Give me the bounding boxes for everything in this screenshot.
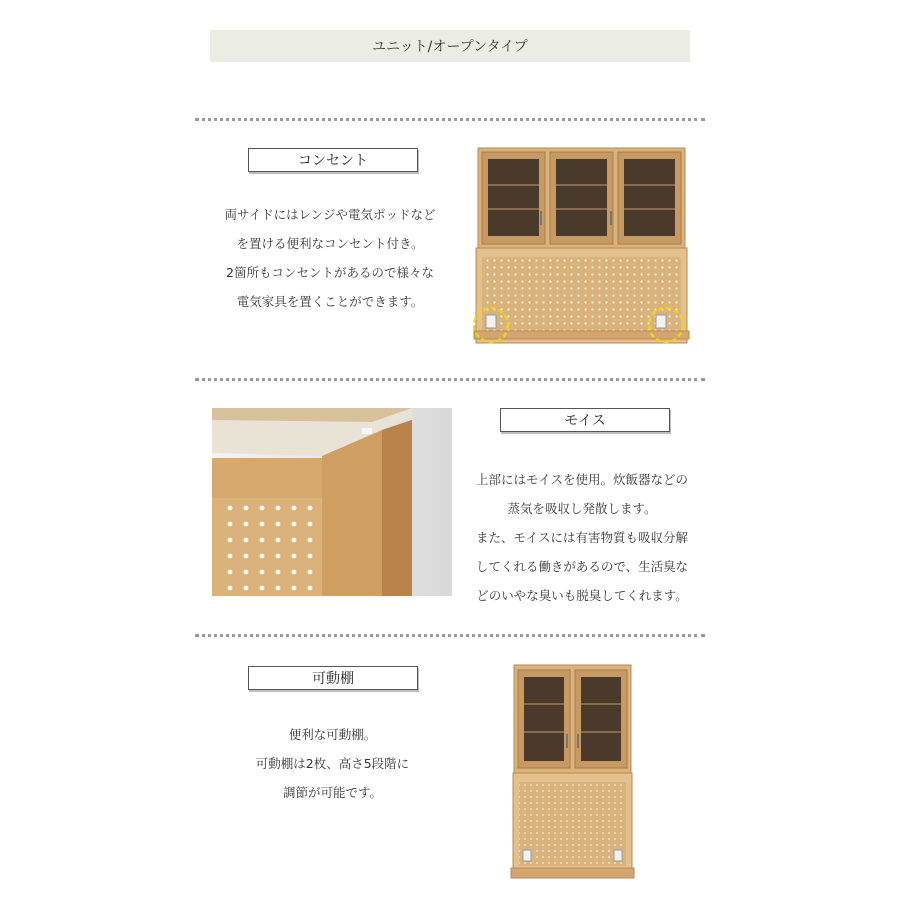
cupboard-outlet-image: [470, 145, 695, 350]
moiss-label: [500, 408, 670, 432]
shelf-label-text: 可動棚: [312, 671, 354, 687]
section-header-title: ユニット/オープンタイプ: [372, 39, 528, 55]
outlet-line: 電気家具を置くことができます。: [236, 294, 424, 309]
moiss-line: してくれる働きがあるので、生活臭な: [475, 559, 689, 574]
outlet-line: 両サイドにはレンジや電気ポッドなど: [224, 207, 436, 222]
moiss-line: また、モイスには有害物質も吸収分解: [475, 530, 688, 545]
outlet-description: [200, 200, 460, 316]
moiss-label-text: モイス: [564, 413, 606, 429]
section-header: [210, 30, 690, 62]
moiss-line: 蒸気を吸収し発散します。: [507, 501, 657, 516]
shelf-line: 可動棚は2枚、高さ5段階に: [255, 756, 410, 771]
outlet-label: [248, 148, 418, 172]
shelf-line: 調節が可能です。: [282, 785, 382, 800]
moiss-line: どのいやな臭いも脱臭してくれます。: [476, 588, 688, 603]
shelf-description: [210, 720, 455, 807]
outlet-line: 2箇所もコンセントがあるので様々な: [226, 265, 434, 280]
shelf-line: 便利な可動棚。: [288, 727, 377, 742]
moiss-closeup-image: [212, 408, 452, 596]
moiss-line: 上部にはモイスを使用。炊飯器などの: [475, 472, 688, 487]
cupboard-shelf-image: [510, 662, 635, 884]
dotted-divider: [195, 378, 705, 381]
dotted-divider: [195, 634, 705, 637]
dotted-divider: [195, 118, 705, 121]
outlet-label-text: コンセント: [298, 153, 368, 169]
outlet-line: を置ける便利なコンセント付き。: [236, 236, 424, 251]
moiss-description: [462, 465, 702, 610]
shelf-label: [248, 666, 418, 690]
